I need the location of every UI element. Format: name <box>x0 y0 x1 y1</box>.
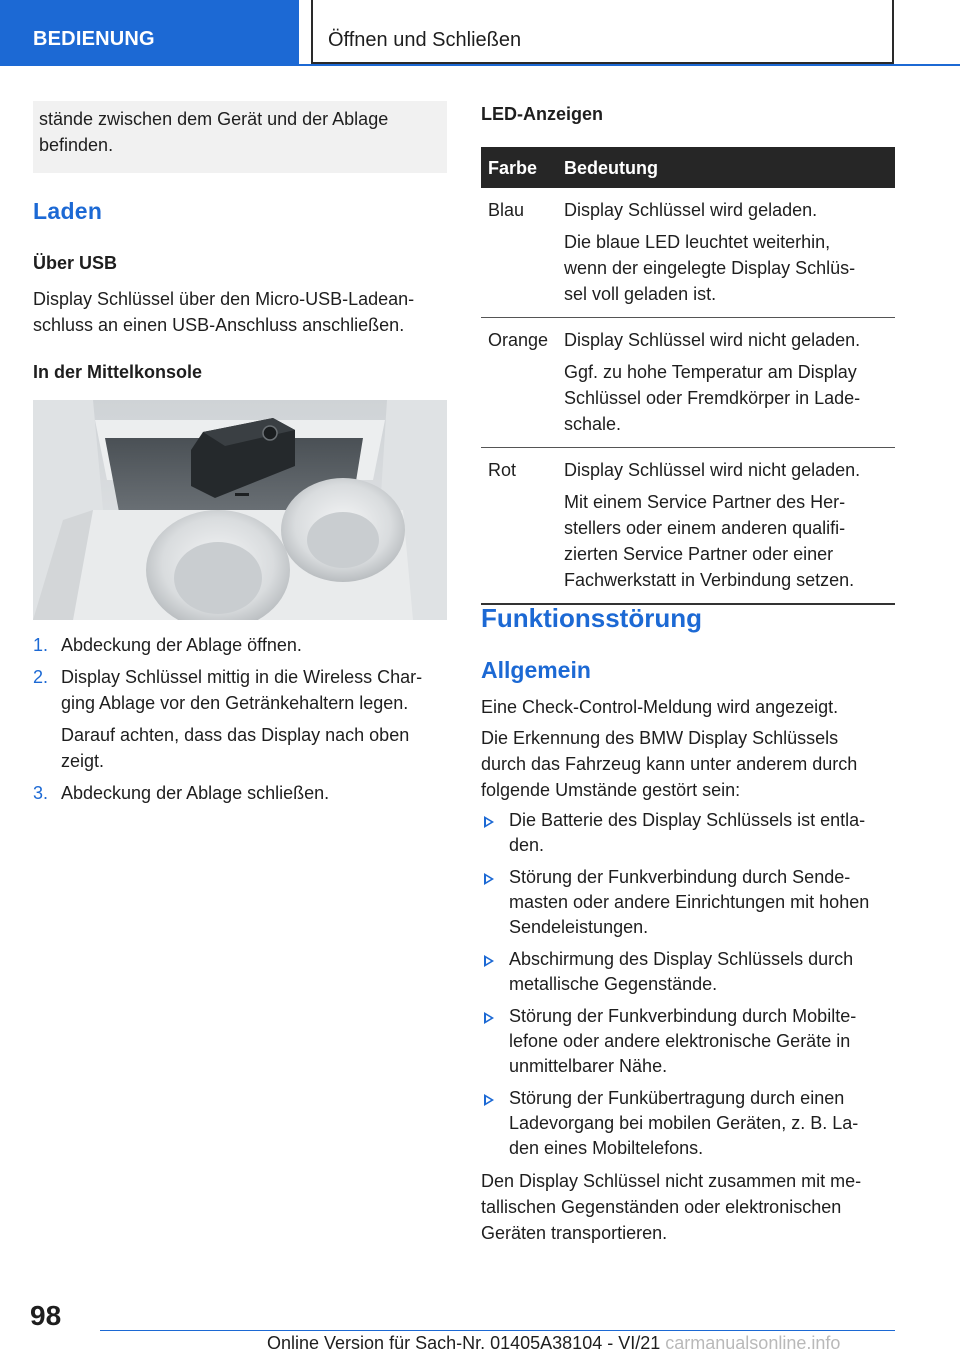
steps-list <box>33 632 447 812</box>
cell-bedeutung <box>564 457 895 593</box>
list-item <box>33 664 447 774</box>
subheading-mittelkonsole: In der Mittelkonsole <box>33 362 203 382</box>
usb-paragraph <box>33 286 447 338</box>
text-line: Mit einem Service Partner des Her- <box>564 492 846 512</box>
heading-allgemein: Allgemein <box>481 657 591 683</box>
triangle-bullet-icon <box>484 1012 494 1024</box>
table-header <box>481 147 895 188</box>
text-line: Die Erkennung des BMW Display Schlüssels <box>481 728 839 748</box>
triangle-bullet-icon <box>484 1094 494 1106</box>
text-line: Abdeckung der Ablage öffnen. <box>61 635 302 655</box>
cell-bedeutung <box>564 327 895 437</box>
text-line: den. <box>509 835 545 855</box>
paragraph-check-control <box>481 694 895 720</box>
text-line: Ladevorgang bei mobilen Geräten, z. B. La- <box>509 1113 859 1133</box>
list-item <box>481 1004 895 1079</box>
list-item <box>481 808 895 858</box>
note-line: befinden. <box>39 135 114 155</box>
text-line: metallische Gegenstände. <box>509 974 718 994</box>
text-line: den eines Mobiltelefons. <box>509 1138 704 1158</box>
text-line: stellers oder einem anderen qualifi- <box>564 518 846 538</box>
text-line: Eine Check-Control-Meldung wird angezeigt. <box>481 697 839 717</box>
text-line: zierten Service Partner oder einer <box>564 544 834 564</box>
column-header-bedeutung: Bedeutung <box>564 158 658 178</box>
heading-led-anzeigen: LED-Anzeigen <box>481 104 604 124</box>
text-line: Display Schlüssel wird geladen. <box>564 200 818 220</box>
footer-version-text: Online Version für Sach-Nr. 01405A38104 - VI/21 <box>267 1333 661 1353</box>
text-line: Abschirmung des Display Schlüssels durch <box>509 949 854 969</box>
text-line: Schlüssel oder Fremdkörper in Lade- <box>564 388 861 408</box>
column-header-farbe: Farbe <box>488 158 538 178</box>
list-item <box>33 632 447 658</box>
bullet-list <box>481 808 895 1168</box>
table-row <box>481 448 895 605</box>
led-table <box>481 147 895 605</box>
triangle-bullet-icon <box>484 816 494 828</box>
text-line: schale. <box>564 414 622 434</box>
text-line: lefone oder andere elektronische Geräte in <box>509 1031 851 1051</box>
text-line: Störung der Funkverbindung durch Sende- <box>509 867 851 887</box>
header-rule <box>0 64 960 66</box>
text-line: Störung der Funkübertragung durch einen <box>509 1088 845 1108</box>
text-line: wenn der eingelegte Display Schlüs- <box>564 258 856 278</box>
text-line: schluss an einen USB-Anschluss anschließen. <box>33 315 405 335</box>
step-note <box>61 722 447 774</box>
text-line: Abdeckung der Ablage schließen. <box>61 783 330 803</box>
text-line: Sendeleistungen. <box>509 917 649 937</box>
step-number: 3. <box>33 783 49 803</box>
text-line: sel voll geladen ist. <box>564 284 717 304</box>
text-line: Die blaue LED leuchtet weiterhin, <box>564 232 831 252</box>
header-chapter-box <box>311 0 894 64</box>
step-number: 2. <box>33 667 49 687</box>
text-line: Den Display Schlüssel nicht zusammen mit me- <box>481 1171 862 1191</box>
list-item <box>33 780 447 806</box>
list-item <box>481 947 895 997</box>
text-line: Display Schlüssel wird nicht geladen. <box>564 460 861 480</box>
footer-watermark: carmanualsonline.info <box>665 1333 841 1353</box>
note-box <box>33 101 447 173</box>
text-line: Display Schlüssel wird nicht geladen. <box>564 330 861 350</box>
subheading-usb: Über USB <box>33 253 118 273</box>
text-line: zeigt. <box>61 751 105 771</box>
text-line: Störung der Funkverbindung durch Mobilte- <box>509 1006 857 1026</box>
text-line: unmittelbarer Nähe. <box>509 1056 668 1076</box>
note-line: stände zwischen dem Gerät und der Ablage <box>39 109 389 129</box>
list-item <box>481 1086 895 1161</box>
text-line: Darauf achten, dass das Display nach oben <box>61 725 410 745</box>
page-number: 98 <box>30 1300 62 1331</box>
paragraph-erkennung <box>481 725 895 803</box>
table-row <box>481 318 895 448</box>
footer-rule <box>100 1330 895 1331</box>
center-console-image <box>33 400 447 620</box>
footer-version <box>267 1333 840 1354</box>
header-section-tab <box>0 0 299 66</box>
cell-farbe: Blau <box>488 200 525 220</box>
center-console-illustration <box>33 400 447 620</box>
heading-laden: Laden <box>33 198 103 224</box>
text-line: Geräten transportieren. <box>481 1223 668 1243</box>
text-line: masten oder andere Einrichtungen mit hohen <box>509 892 870 912</box>
header-section-label: BEDIENUNG <box>33 28 155 50</box>
cell-bedeutung <box>564 197 895 307</box>
text-line: Display Schlüssel mittig in die Wireless Char- <box>61 667 423 687</box>
list-item <box>481 865 895 940</box>
header-chapter-title: Öffnen und Schließen <box>328 29 522 51</box>
triangle-bullet-icon <box>484 955 494 967</box>
text-line: ging Ablage vor den Getränkehaltern legen. <box>61 693 409 713</box>
table-row <box>481 188 895 318</box>
cell-farbe: Orange <box>488 330 549 350</box>
text-line: Fachwerkstatt in Verbindung setzen. <box>564 570 855 590</box>
triangle-bullet-icon <box>484 873 494 885</box>
text-line: folgende Umstände gestört sein: <box>481 780 741 800</box>
paragraph-transport <box>481 1168 895 1246</box>
text-line: tallischen Gegenständen oder elektronischen <box>481 1197 842 1217</box>
cell-farbe: Rot <box>488 460 517 480</box>
step-number: 1. <box>33 635 49 655</box>
text-line: Display Schlüssel über den Micro-USB-Ladean- <box>33 289 415 309</box>
heading-funktionsstoerung: Funktionsstörung <box>481 603 702 633</box>
text-line: Die Batterie des Display Schlüssels ist entla- <box>509 810 866 830</box>
text-line: Ggf. zu hohe Temperatur am Display <box>564 362 857 382</box>
text-line: durch das Fahrzeug kann unter anderem durch <box>481 754 858 774</box>
